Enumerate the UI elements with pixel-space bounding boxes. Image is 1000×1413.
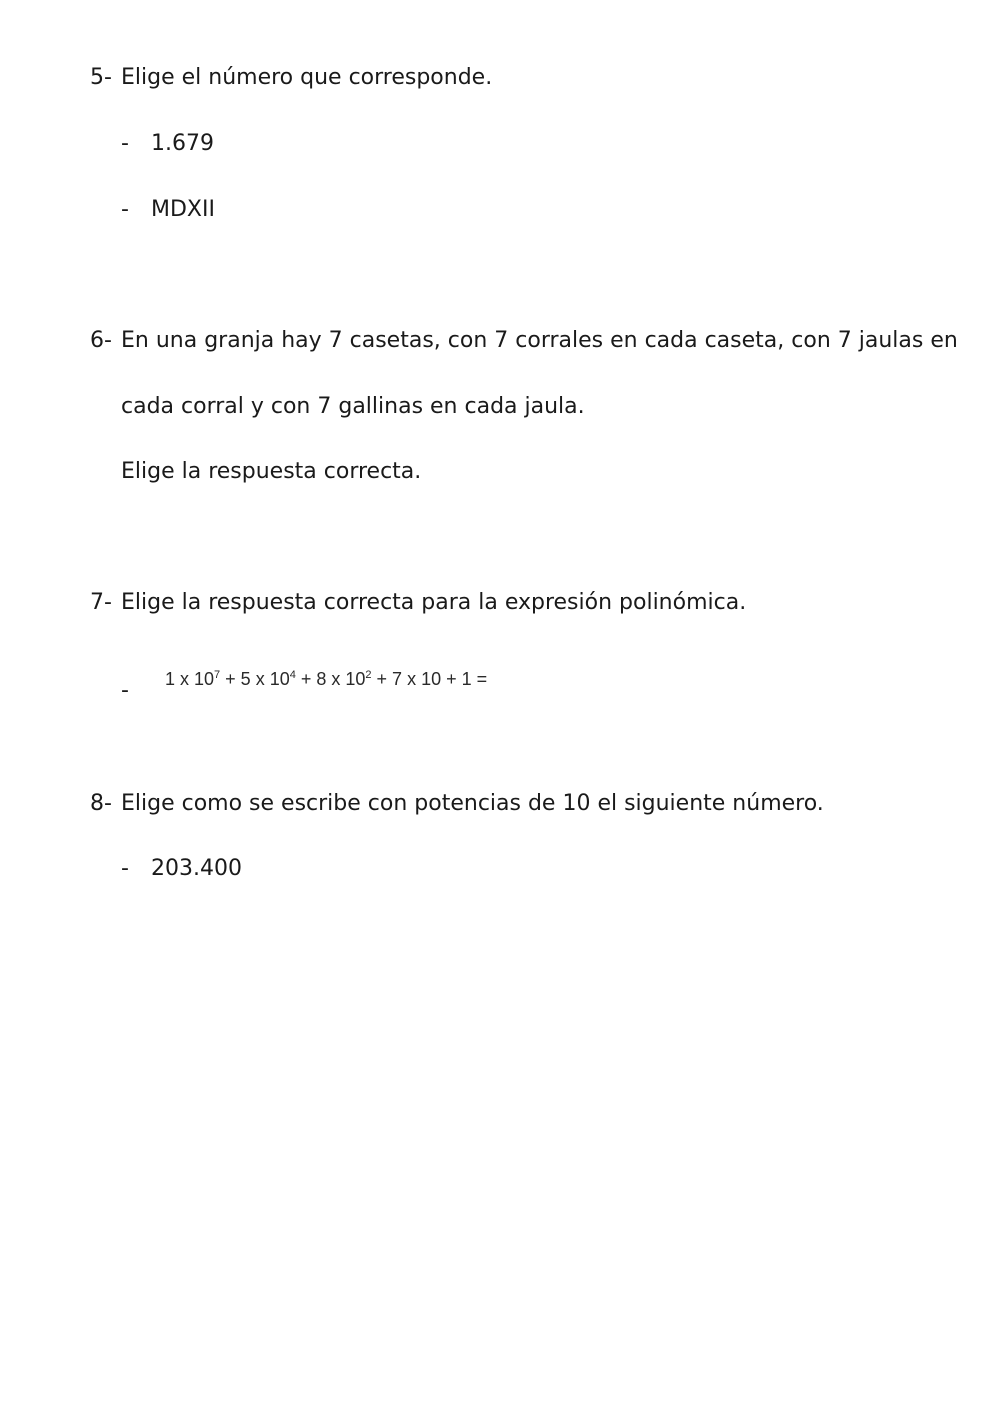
q5-option-2: MDXII [151,197,215,222]
formula-exponent-2: 4 [289,669,296,681]
question-5-number: 5- [90,65,112,90]
question-7-number: 7- [90,590,112,615]
formula-term-4: + 7 x 10 + 1 = [371,669,488,689]
q8-option-1: 203.400 [151,856,242,881]
formula-term-2: + 5 x 10 [220,669,290,689]
list-dash: - [121,678,129,703]
formula-term-3: + 8 x 10 [295,669,366,689]
formula-exponent-1: 7 [214,669,221,681]
question-6-number: 6- [90,328,112,353]
question-5-text: Elige el número que corresponde. [121,65,493,90]
polynomial-expression [165,662,487,692]
question-7-text: Elige la respuesta correcta para la expresión polinómica. [121,590,747,615]
list-dash: - [121,197,129,222]
list-dash: - [121,131,129,156]
list-dash: - [121,856,129,881]
question-6-line-1: En una granja hay 7 casetas, con 7 corrales en cada caseta, con 7 jaulas en [121,328,958,353]
question-6-instruction: Elige la respuesta correcta. [121,459,422,484]
formula-exponent-3: 2 [365,669,372,681]
question-8-text: Elige como se escribe con potencias de 10 el siguiente número. [121,791,824,816]
question-8-number: 8- [90,791,112,816]
question-6-line-2: cada corral y con 7 gallinas en cada jaula. [121,394,585,419]
q5-option-1: 1.679 [151,131,214,156]
formula-term-1: 1 x 10 [165,669,215,689]
